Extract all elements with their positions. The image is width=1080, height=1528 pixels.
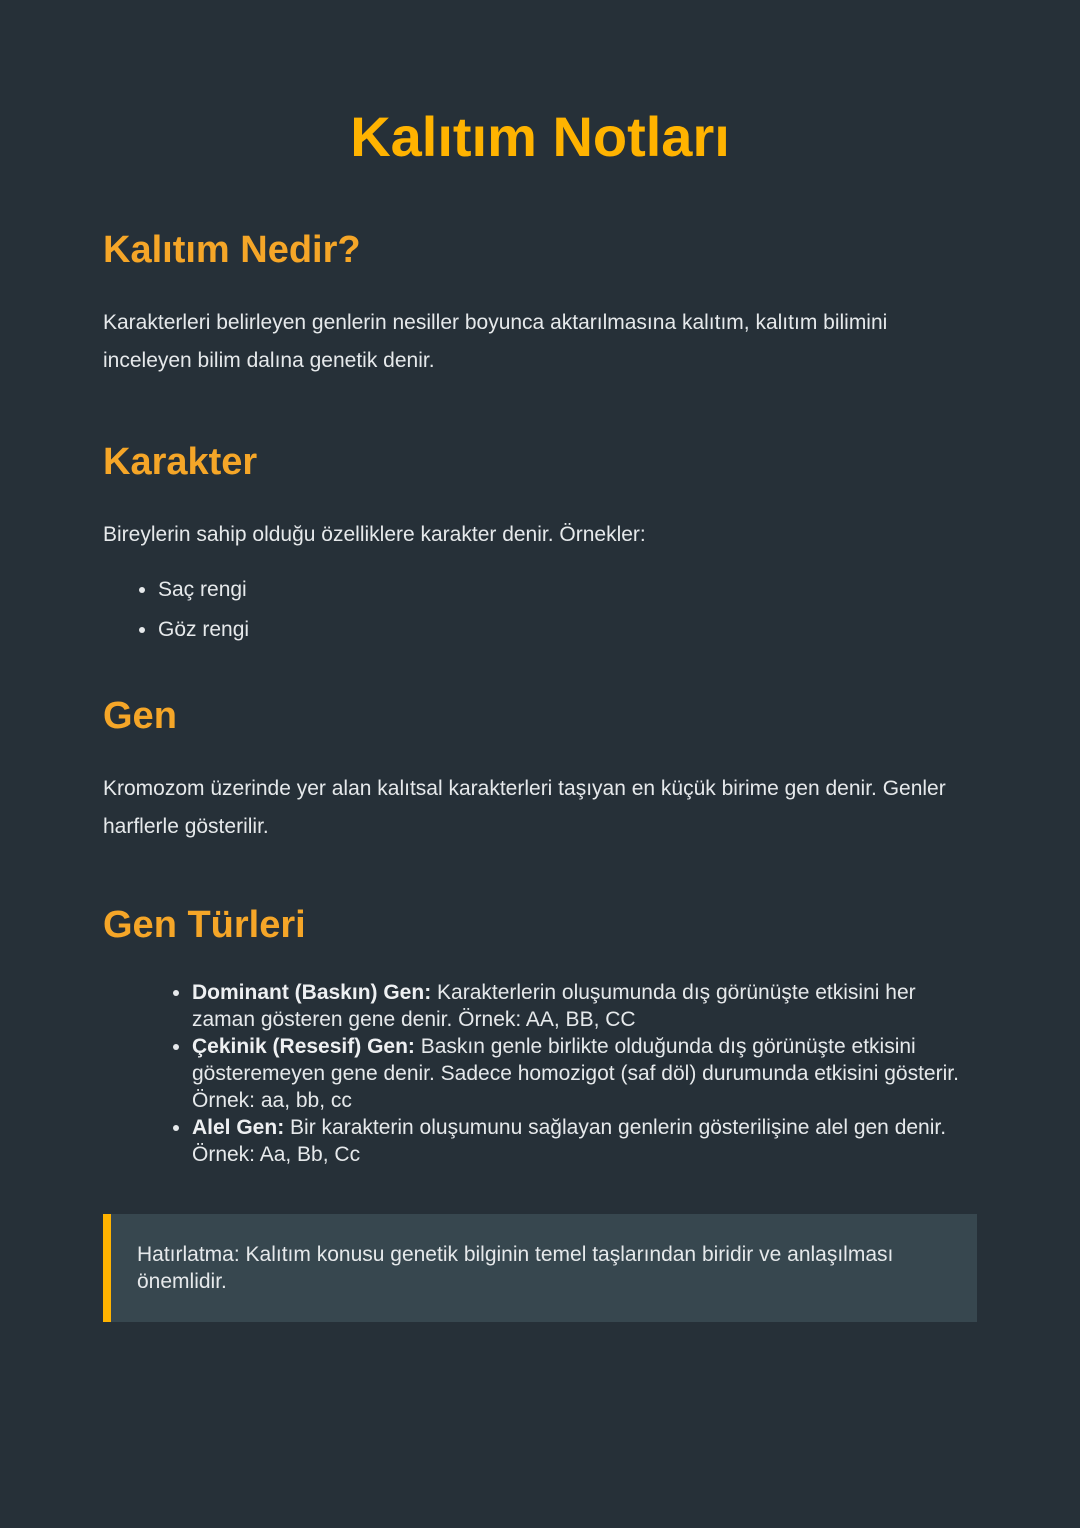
section-gen-turleri — [103, 901, 977, 1168]
section-gen — [103, 692, 977, 846]
description: Bir karakterin oluşumunu sağlayan genlerin gösterilişine alel gen denir. Örnek: Aa, Bb, Cc — [192, 1116, 947, 1166]
section-text: Kromozom üzerinde yer alan kalıtsal karakterleri taşıyan en küçük birime gen denir. Genler harflerle gösterilir. — [103, 777, 946, 838]
list-item: • Göz rengi — [158, 610, 977, 650]
section-heading: Gen — [103, 695, 177, 737]
list-item — [192, 1033, 977, 1114]
section-text: Karakterleri belirleyen genlerin nesiller boyunca aktarılmasına kalıtım, kalıtım bilimini inceleyen bilim dalına genetik denir. — [103, 311, 888, 372]
section-kalitim-nedir — [103, 226, 977, 380]
section-heading: Gen Türleri — [103, 904, 306, 946]
term: Dominant (Baskın) Gen: — [192, 981, 432, 1004]
section-heading: Karakter — [103, 441, 258, 483]
list-item — [192, 1114, 977, 1168]
callout-text: Hatırlatma: Kalıtım konusu genetik bilginin temel taşlarından biridir ve anlaşılması önemlidir. — [137, 1243, 894, 1293]
section-text: Bireylerin sahip olduğu özelliklere karakter denir. Örnekler: — [103, 523, 646, 546]
term: Çekinik (Resesif) Gen: — [192, 1035, 415, 1058]
gene-type-list — [103, 979, 977, 1168]
description: Karakterlerin oluşumunda dış görünüşte etkisini her zaman gösteren gene denir. Örnek: AA, BB, CC — [192, 981, 916, 1031]
section-heading: Kalıtım Nedir? — [103, 229, 361, 271]
example-list — [103, 570, 977, 650]
list-item: • Saç rengi — [158, 570, 977, 610]
description: Baskın genle birlikte olduğunda dış görünüşte etkisini gösteremeyen gene denir. Sadece homozigot (saf döl) durumunda etkisini gösterir. Örnek: aa, bb, cc — [192, 1035, 959, 1112]
page-title: Kalıtım Notları — [350, 105, 730, 168]
list-item — [192, 979, 977, 1033]
reminder-callout — [103, 1214, 977, 1322]
section-karakter — [103, 438, 977, 650]
term: Alel Gen: — [192, 1116, 285, 1139]
